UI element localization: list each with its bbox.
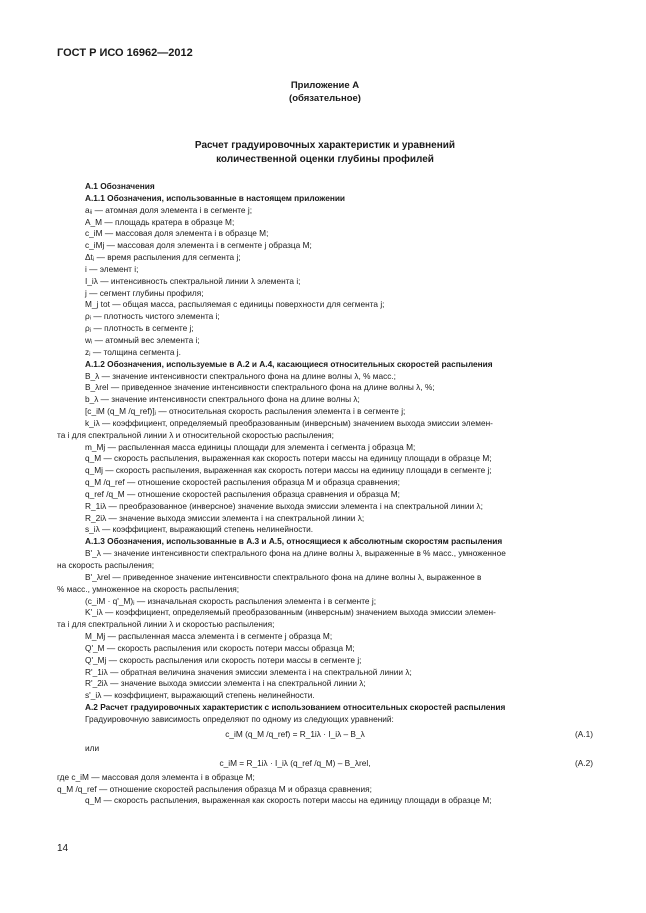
title-line-2: количественной оценки глубины профилей [216,154,434,165]
definition-line: M_Mj — распыленная масса элемента i в сегменте j образца M; [85,631,333,642]
equation-formula: c_iM = R_1iλ · I_iλ (q_ref /q_M) – B_λrel, [219,757,371,768]
definition-line: c_iMj — массовая доля элемента i в сегменте j образца M; [85,240,312,251]
definition-line: q_M /q_ref — отношение скоростей распыления образца M и образца сравнения; [57,783,372,794]
equation-number: (А.2) [575,757,593,768]
definition-line: R_1iλ — преобразованное (инверсное) значение выхода эмиссии элемента i на спектральной линии λ; [85,500,483,511]
definition-line: b_λ — значение интенсивности спектрального фона на длине волны λ; [85,394,360,405]
definition-line: m_Mj — распыленная масса единицы площади для элемента i сегмента j образца M; [85,441,416,452]
appendix-heading [57,80,593,105]
definition-line: B'_λ — значение интенсивности спектрального фона на длине волны λ, выраженные в % масс., умноженное [85,548,506,559]
definition-line: q_M /q_ref — отношение скоростей распыления образца M и образца сравнения; [85,477,400,488]
definition-line: [c_iM (q_M /q_ref)]ⱼ — относительная скорость распыления элемента i в сегменте j; [85,406,406,417]
definition-line: I_iλ — интенсивность спектральной линии λ элемента i; [85,275,301,286]
definition-line: Δtⱼ — время распыления для сегмента j; [85,252,241,263]
definition-line: s_iλ — коэффициент, выражающий степень нелинейности. [85,524,314,535]
definitions-list [57,181,593,726]
equation-number: (А.1) [575,728,593,739]
definition-line: K'_iλ — коэффициент, определяемый преобразованным (инверсным) значением выхода эмиссии элемен- [85,607,496,618]
definition-line: на скорость распыления; [57,560,155,570]
definition-line: R_2iλ — значение выхода эмиссии элемента i на спектральной линии λ; [85,512,365,523]
definition-line: R'_1iλ — обратная величина значения эмиссии элемента i на спектральной линии λ; [85,666,412,677]
definition-line: zⱼ — толщина сегмента j. [85,346,181,357]
definition-line: M_j tot — общая масса, распыляемая с единицы поверхности для сегмента j; [85,299,385,310]
definition-line: B_λ — значение интенсивности спектрального фона на длине волны λ, % масс.; [85,370,396,381]
definition-line: A_M — площадь кратера в образце M; [85,216,235,227]
appendix-main-title [57,139,593,167]
or-text: или [85,742,100,753]
definition-line: q_Mj — скорость распыления, выраженная как скорость потери массы на единицу площади в сегменте j; [85,465,492,476]
definition-line: (c_iM · q'_M)ⱼ — изначальная скорость распыления элемента i в сегменте j; [85,595,376,606]
definition-line: wᵢ — атомный вес элемента i; [85,334,200,345]
definition-line: та i для спектральной линии λ и скоростью распыления; [57,619,275,630]
equation-legend [57,772,593,808]
standard-header: ГОСТ Р ИСО 16962—2012 [57,47,193,59]
definition-line: q_M — скорость распыления, выраженная как скорость потери массы на единицу площади в образце M; [85,453,492,464]
section-heading: А.1.1 Обозначения, использованные в настоящем приложении [85,192,346,203]
definition-line: j — сегмент глубины профиля; [85,287,204,298]
definition-line: R'_2iλ — значение выхода эмиссии элемента i на спектральной линии λ; [85,678,366,689]
definition-line: % масс., умноженное на скорость распыления; [57,583,240,594]
definition-line: Градуировочную зависимость определяют по одному из следующих уравнений: [85,713,394,724]
definition-line: q_M — скорость распыления, выраженная как скорость потери массы на единицу площади в образце M; [85,795,492,806]
definition-line: Q'_Mj — скорость распыления или скорость потери массы в сегменте j; [85,654,362,665]
definition-line: ρᵢ — плотность чистого элемента i; [85,311,220,322]
section-heading: А.1 Обозначения [85,181,155,191]
page-number: 14 [57,843,69,854]
definition-line: i — элемент i; [85,263,139,274]
definition-line: c_iM — массовая доля элемента i в образце M; [85,228,269,239]
definition-line: B_λrel — приведенное значение интенсивности спектрального фона на длине волны λ, %; [85,382,435,393]
definition-line: aᵢⱼ — атомная доля элемента i в сегменте j; [85,204,252,215]
section-heading: А.1.2 Обозначения, используемые в А.2 и А.4, касающиеся относительных скоростей распыления [85,358,493,369]
title-line-1: Расчет градуировочных характеристик и уравнений [194,140,456,151]
definition-line: q_ref /q_M — отношение скоростей распыления образца сравнения и образца M; [85,488,400,499]
definition-line: B'_λrel — приведенное значение интенсивности спектрального фона на длине волны λ, выраженное в [85,571,482,582]
definition-line: ρⱼ — плотность в сегменте j; [85,323,194,334]
definition-line: где c_iM — массовая доля элемента i в образце M; [57,771,255,782]
document-body [57,181,593,807]
section-heading: А.2 Расчет градуировочных характеристик с использованием относительных скоростей распыления [85,702,506,713]
definition-line: s'_iλ — коэффициент, выражающий степень нелинейности. [85,690,315,701]
appendix-title: Приложение А [290,80,360,91]
definition-line: та i для спектральной линии λ и относительной скоростью распыления; [57,429,334,440]
appendix-status: (обязательное) [289,92,361,104]
definition-line: Q'_M — скорость распыления или скорость потери массы образца M; [85,642,355,653]
section-heading: А.1.3 Обозначения, использованные в А.3 и А.5, относящиеся к абсолютным скоростям распыления [85,536,503,547]
equation-a2 [57,755,593,772]
equation-a1 [57,726,593,743]
equation-formula: c_iM (q_M /q_ref) = R_1iλ · I_iλ – B_λ [225,728,365,739]
definition-line: k_iλ — коэффициент, определяемый преобразованным (инверсным) значением выхода эмиссии элемен- [85,417,493,428]
